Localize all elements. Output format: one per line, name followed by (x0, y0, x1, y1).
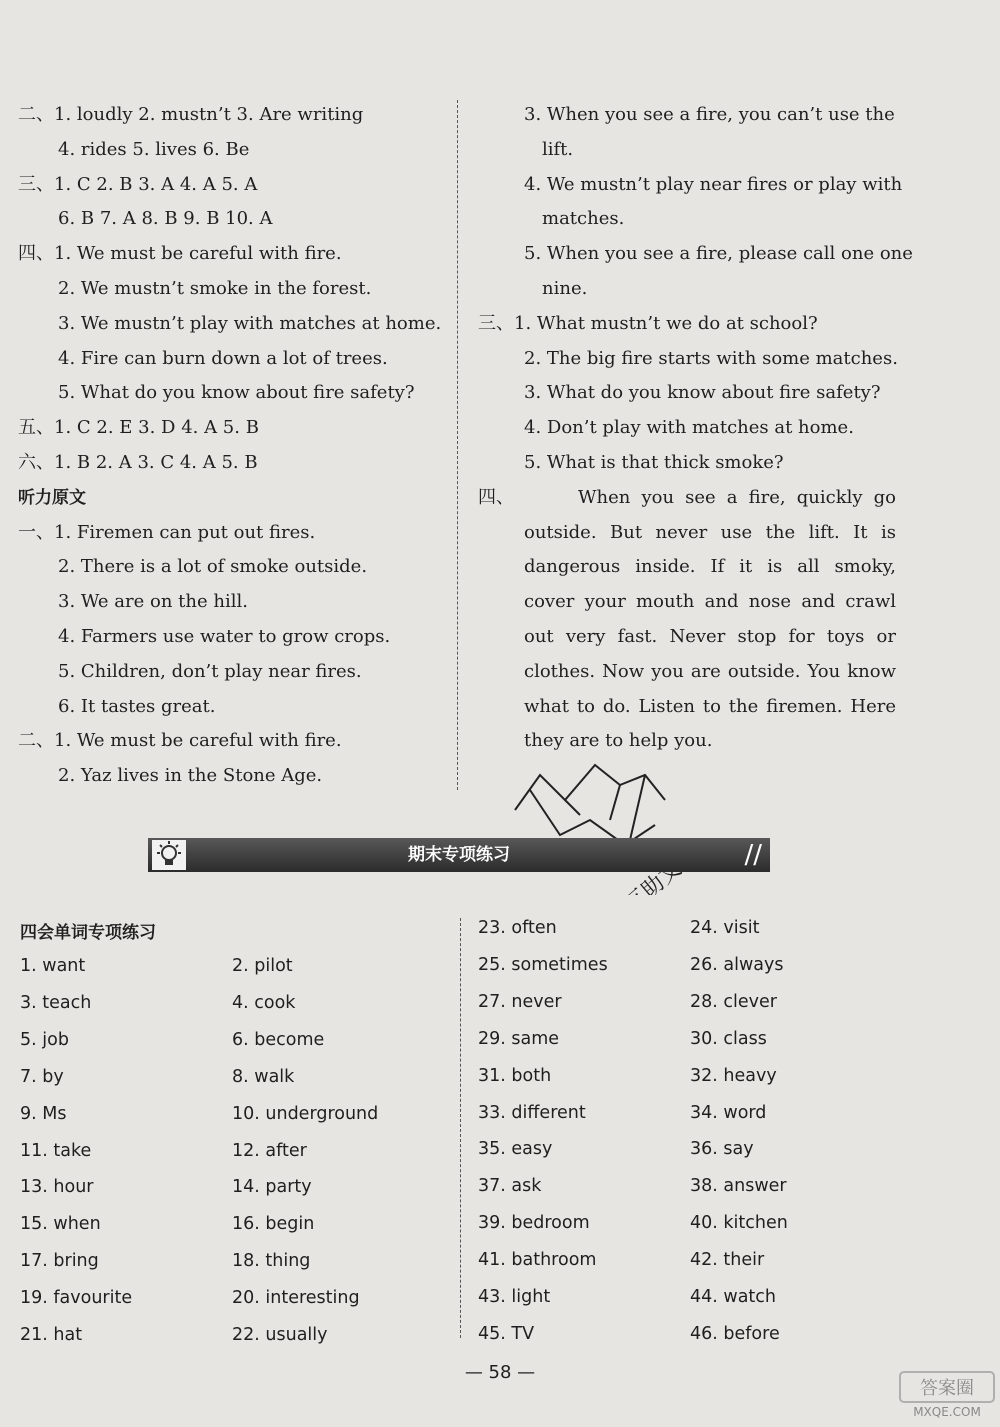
word-item: 41. bathroom (478, 1250, 597, 1271)
answer-line: 6. It tastes great. (58, 695, 216, 717)
word-item: 30. class (690, 1028, 767, 1049)
word-item: 40. kitchen (690, 1213, 788, 1234)
word-item: 10. underground (232, 1103, 379, 1124)
word-item: 44. watch (690, 1287, 777, 1308)
answer-line: 六、1. B 2. A 3. C 4. A 5. B (18, 451, 258, 473)
column-divider (457, 100, 458, 790)
svg-text:答案圈: 答案圈 (920, 1378, 974, 1399)
answer-line: 4. Farmers use water to grow crops. (58, 625, 391, 647)
answer-line: 2. There is a lot of smoke outside. (58, 556, 368, 578)
word-item: 25. sometimes (478, 954, 608, 975)
answer-line: 五、1. C 2. E 3. D 4. A 5. B (18, 417, 259, 439)
answer-line: 5. Children, don’t play near fires. (58, 660, 362, 682)
answer-line: nine. (542, 277, 588, 299)
word-item: 8. walk (232, 1066, 295, 1087)
answer-line: 2. The big fire starts with some matches. (524, 347, 898, 369)
answer-line: 一、1. Firemen can put out fires. (18, 521, 316, 543)
section-banner (148, 838, 770, 872)
word-item: 27. never (478, 991, 562, 1012)
word-list-left (20, 948, 444, 1354)
word-item: 42. their (690, 1250, 765, 1271)
word-item: 11. take (20, 1140, 92, 1161)
watermark-logo (898, 1370, 996, 1420)
word-item: 32. heavy (690, 1065, 777, 1086)
answer-line: 四、1. We must be careful with fire. (18, 243, 342, 265)
answer-line: 2. We mustn’t smoke in the forest. (58, 277, 372, 299)
word-item: 13. hour (20, 1177, 94, 1198)
word-item: 19. favourite (20, 1288, 133, 1309)
word-item: 31. both (478, 1065, 552, 1086)
word-item: 21. hat (20, 1325, 83, 1346)
word-item: 36. say (690, 1139, 754, 1160)
word-item: 6. become (232, 1029, 325, 1050)
answer-line: 2. Yaz lives in the Stone Age. (58, 765, 323, 787)
answer-line: 4. rides 5. lives 6. Be (58, 138, 250, 160)
answer-line: 三、1. What mustn’t we do at school? (478, 312, 818, 334)
word-item: 5. job (20, 1029, 69, 1050)
word-item: 20. interesting (232, 1288, 360, 1309)
passage-label: 四、 (478, 486, 514, 508)
answer-line: 二、1. loudly 2. mustn’t 3. Are writing (18, 104, 364, 125)
answer-line: 4. Fire can burn down a lot of trees. (58, 347, 388, 369)
word-item: 35. easy (478, 1139, 553, 1160)
banner-slash-decoration: // (744, 840, 762, 870)
answer-line: 4. We mustn’t play near fires or play with (524, 173, 903, 195)
answer-line: 6. B 7. A 8. B 9. B 10. A (58, 208, 273, 230)
answer-line: 3. When you see a fire, you can’t use the (524, 104, 895, 125)
word-item: 22. usually (232, 1325, 328, 1346)
page-number: — 58 — (464, 1362, 536, 1383)
answer-line: 5. What do you know about fire safety? (58, 382, 415, 404)
word-item: 34. word (690, 1102, 767, 1123)
right-answer-column (478, 98, 913, 759)
word-item: 17. bring (20, 1251, 99, 1272)
answer-line: 3. We mustn’t play with matches at home. (58, 312, 442, 334)
answer-line: 5. What is that thick smoke? (524, 451, 784, 473)
word-item: 9. Ms (20, 1103, 67, 1124)
listening-heading: 听力原文 (18, 487, 86, 508)
word-item: 26. always (690, 954, 784, 975)
svg-text:MXQE.COM: MXQE.COM (913, 1405, 981, 1419)
word-item: 33. different (478, 1102, 586, 1123)
word-item: 12. after (232, 1140, 307, 1161)
passage-text: When you see a fire, quickly go outside. But never use the lift. It is dangerous inside. If it is all smoky, cover your mouth and nose and crawl out very fast. Never stop for toys or clothes. Now you are outside. You know what to do. Listen to the firemen. Here they are to help you. (524, 486, 896, 752)
answer-line: 三、1. C 2. B 3. A 4. A 5. A (18, 173, 258, 195)
word-list-right (478, 910, 902, 1353)
answer-line: 3. What do you know about fire safety? (524, 382, 881, 404)
word-item: 3. teach (20, 992, 92, 1013)
word-item: 14. party (232, 1177, 312, 1198)
word-item: 38. answer (690, 1176, 787, 1197)
passage (478, 481, 896, 759)
word-item: 18. thing (232, 1251, 311, 1272)
word-section-title: 四会单词专项练习 (20, 923, 156, 943)
word-item: 46. before (690, 1323, 780, 1344)
word-item: 28. clever (690, 991, 777, 1012)
word-column-divider (460, 918, 461, 1338)
word-item: 2. pilot (232, 956, 293, 976)
answer-line: 3. We are on the hill. (58, 591, 248, 613)
word-item: 29. same (478, 1028, 560, 1049)
word-item: 1. want (20, 956, 86, 976)
word-item: 16. begin (232, 1214, 315, 1235)
answer-line: lift. (542, 138, 574, 160)
word-item: 43. light (478, 1287, 551, 1308)
word-item: 15. when (20, 1214, 101, 1235)
answer-line: 5. When you see a fire, please call one one (524, 243, 913, 265)
left-answer-column (18, 98, 458, 794)
word-item: 4. cook (232, 992, 296, 1013)
answer-line: 4. Don’t play with matches at home. (524, 417, 854, 439)
word-item: 24. visit (690, 918, 760, 938)
word-item: 23. often (478, 918, 557, 938)
answer-line: matches. (542, 208, 625, 230)
word-item: 7. by (20, 1066, 64, 1087)
handwritten-stamp (505, 745, 725, 895)
answer-line: 二、1. We must be careful with fire. (18, 730, 342, 752)
section-banner-title: 期末专项练习 (408, 845, 510, 865)
word-item: 45. TV (478, 1323, 535, 1344)
word-item: 39. bedroom (478, 1213, 590, 1234)
word-item: 37. ask (478, 1176, 542, 1197)
